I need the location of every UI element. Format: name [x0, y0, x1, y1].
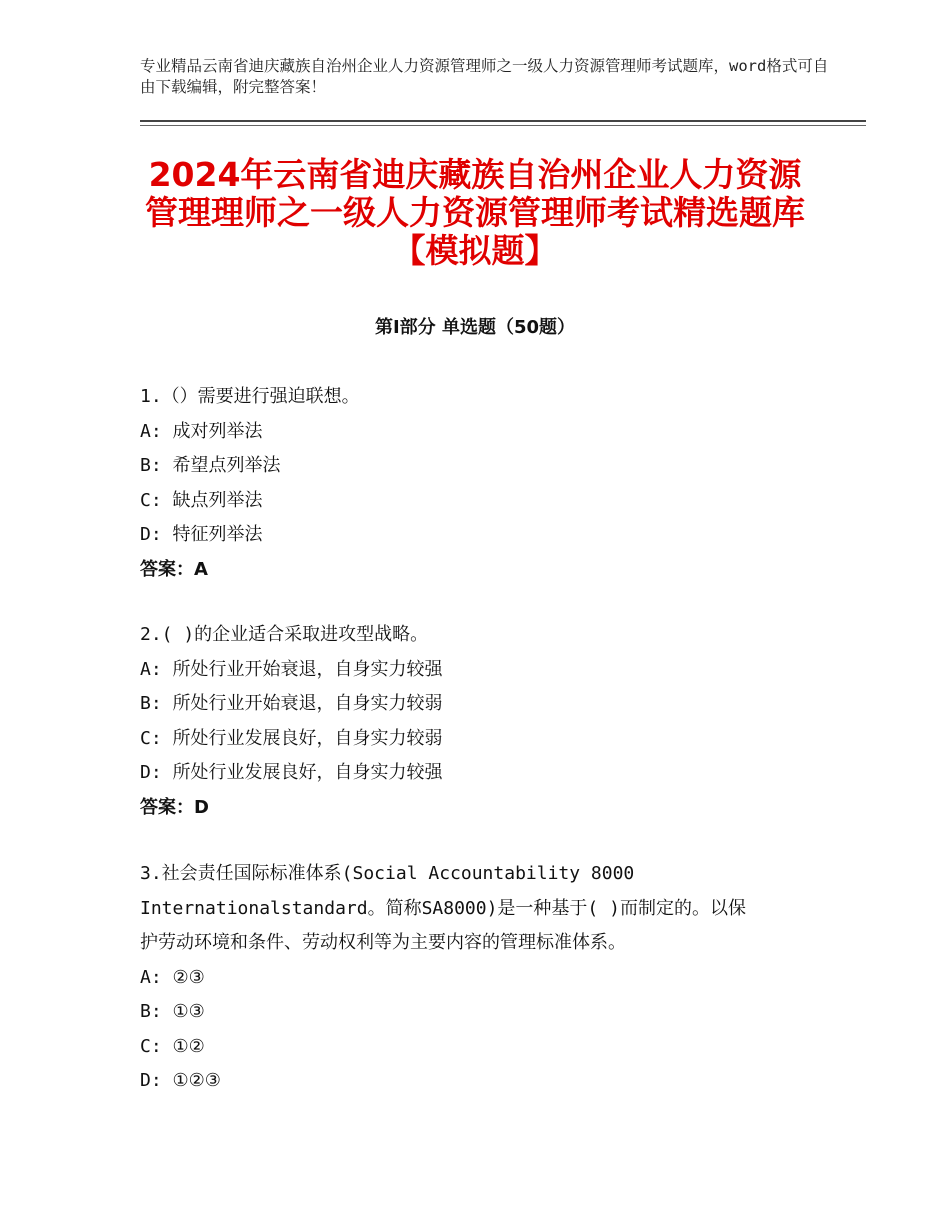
question-stem-line-2: Internationalstandard。简称SA8000)是一种基于( )而制定的。以保: [140, 897, 746, 919]
title-line-1: 2024年云南省迪庆藏族自治州企业人力资源: [148, 155, 802, 194]
question-3: [140, 857, 820, 1099]
option-b: B: 所处行业开始衰退，自身实力较弱: [140, 693, 443, 714]
answer: 答案：A: [140, 558, 208, 580]
question-stem-line-1: 3.社会责任国际标准体系(Social Accountability 8000: [140, 863, 635, 884]
question-stem-line-3: 护劳动环境和条件、劳动权利等为主要内容的管理标准体系。: [140, 932, 626, 953]
header-note: 专业精品云南省迪庆藏族自治州企业人力资源管理师之一级人力资源管理师考试题库，word格式可自由下载编辑，附完整答案！: [140, 57, 829, 96]
option-a: A: 成对列举法: [140, 420, 263, 442]
option-d: D: 所处行业发展良好，自身实力较强: [140, 762, 443, 783]
option-d: D: 特征列举法: [140, 524, 263, 545]
answer: 答案：D: [140, 796, 209, 818]
option-a: A: ②③: [140, 966, 205, 988]
question-1: [140, 380, 820, 587]
question-stem: 2.( )的企业适合采取进攻型战略。: [140, 624, 429, 645]
title-line-3: 【模拟题】: [392, 231, 558, 270]
option-c: C: 所处行业发展良好，自身实力较弱: [140, 727, 443, 749]
title-line-2: 管理理师之一级人力资源管理师考试精选题库: [145, 193, 805, 232]
header-rule-thick: [140, 120, 866, 122]
option-c: C: ①②: [140, 1035, 205, 1057]
header-rule-thin: [140, 125, 866, 126]
question-2: [140, 618, 820, 825]
option-c: C: 缺点列举法: [140, 489, 263, 511]
section-heading: 第Ⅰ部分 单选题（50题）: [374, 317, 575, 338]
option-a: A: 所处行业开始衰退，自身实力较强: [140, 658, 443, 680]
option-d: D: ①②③: [140, 1070, 221, 1091]
option-b: B: ①③: [140, 1001, 205, 1022]
question-stem: 1.（）需要进行强迫联想。: [140, 386, 360, 407]
option-b: B: 希望点列举法: [140, 455, 281, 476]
document-title: [100, 156, 850, 270]
